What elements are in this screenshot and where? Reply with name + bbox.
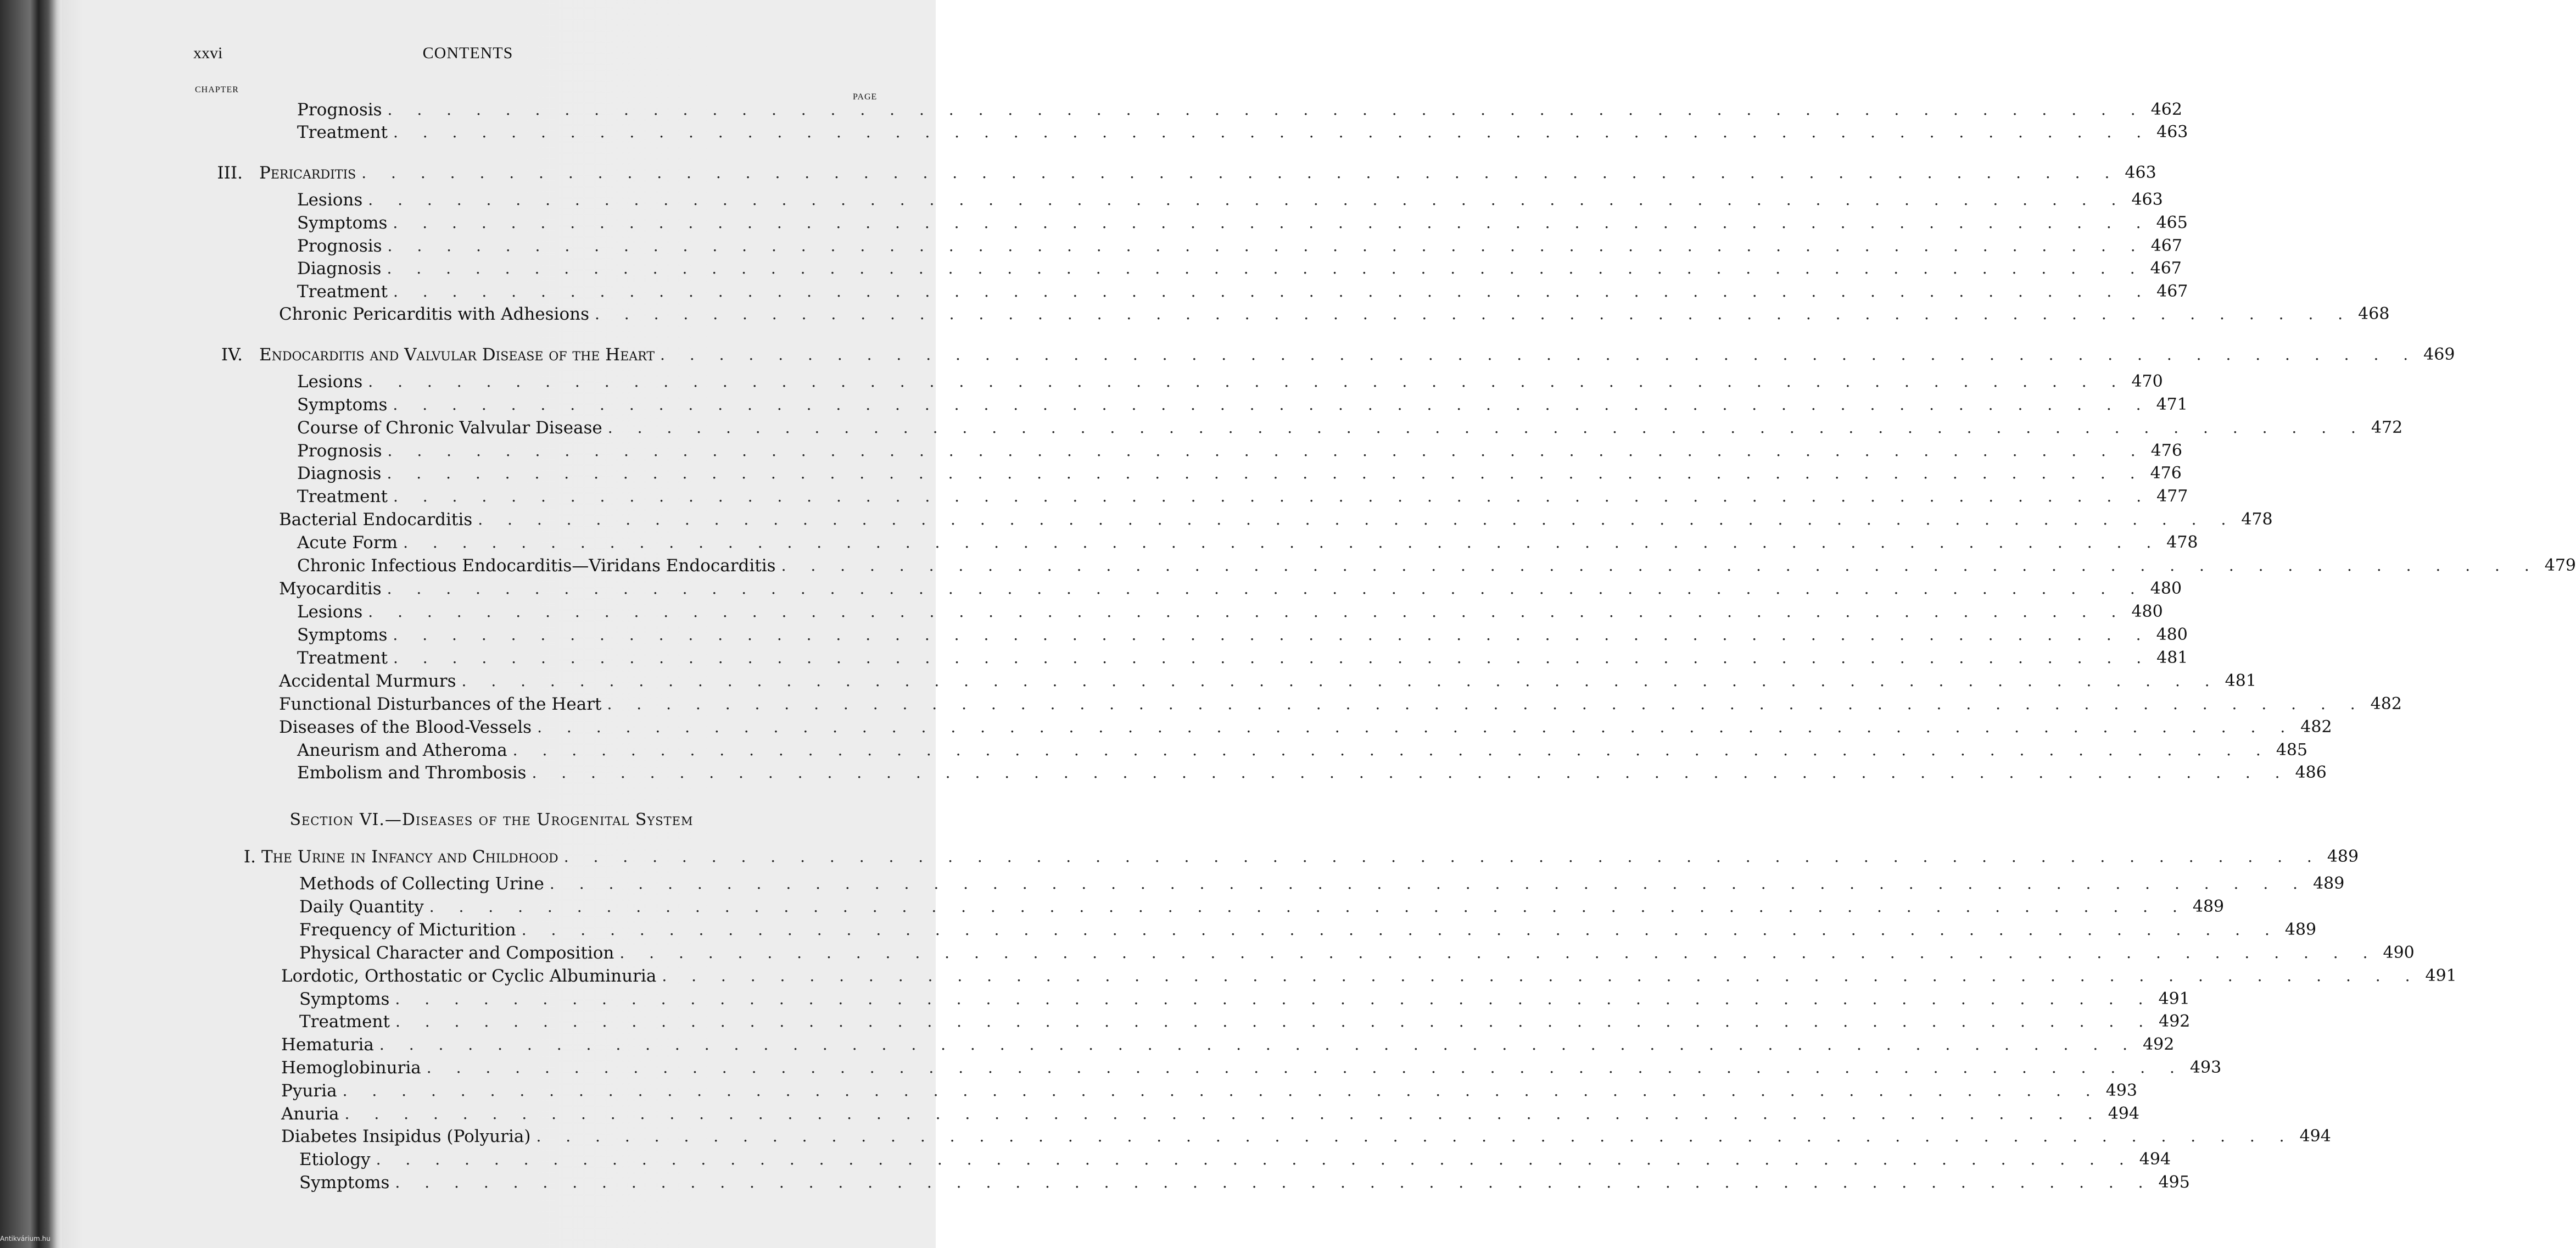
page-reference: 471 bbox=[2156, 395, 2188, 414]
page-reference: 481 bbox=[2225, 671, 2256, 690]
toc-entry bbox=[299, 896, 2225, 917]
entry-title: Diagnosis bbox=[297, 259, 382, 278]
page-reference: 490 bbox=[2383, 943, 2415, 962]
dot-leader: . . . . . . . . . . . . . . . . . . . . . . . . . . . . . . . . . . . . . . . . . . . . . . . . . . . . . . . . . . . . bbox=[395, 990, 2153, 1008]
page-reference: 482 bbox=[2370, 694, 2402, 714]
entry-title: Acute Form bbox=[297, 533, 398, 553]
dot-leader: . . . . . . . . . . . . . . . . . . . . . . . . . . . . . . . . . . . . . . . . . . . . . . . . . . . . . . . . . . . . bbox=[387, 237, 2145, 255]
toc-entry bbox=[281, 1080, 2137, 1101]
toc-entry bbox=[297, 190, 2163, 210]
entry-title: Symptoms bbox=[297, 625, 388, 645]
toc-entry bbox=[297, 648, 2188, 668]
page-reference: 477 bbox=[2156, 487, 2188, 506]
toc-entry bbox=[297, 625, 2188, 645]
dot-leader: . . . . . . . . . . . . . . . . . . . . . . . . . . . . . . . . . . . . . . . . . . . . . . . . . . . . . . . . . . . . bbox=[393, 649, 2152, 667]
dot-leader: . . . . . . . . . . . . . . . . . . . . . . . . . . . . . . . . . . . . . . . . . . . . . . . . . . . . . . . . . . . . bbox=[368, 191, 2126, 209]
entry-title: Diagnosis bbox=[297, 464, 382, 483]
page-reference: 495 bbox=[2158, 1173, 2190, 1192]
section-heading: Section VI.—Diseases of the Urogenital System bbox=[289, 810, 694, 829]
page-reference: 492 bbox=[2143, 1035, 2175, 1054]
toc-entry bbox=[297, 417, 2403, 438]
toc-entry bbox=[297, 532, 2198, 553]
entry-title: Prognosis bbox=[297, 236, 382, 256]
page-reference: 493 bbox=[2105, 1081, 2137, 1100]
page-reference: 478 bbox=[2166, 533, 2198, 552]
entry-title: Hematuria bbox=[281, 1035, 374, 1055]
entry-title: Lesions bbox=[297, 372, 363, 392]
toc-entry bbox=[243, 846, 2359, 867]
toc-entry bbox=[297, 281, 2188, 302]
dot-leader: . . . . . . . . . . . . . . . . . . . . . . . . . . . . . . . . . . . . . . . . . . . . . . . . . . . . . . . . . . . . bbox=[387, 464, 2145, 482]
toc-entry bbox=[297, 555, 2576, 576]
toc-entry bbox=[279, 694, 2402, 715]
dot-leader: . . . . . . . . . . . . . . . . . . . . . . . . . . . . . . . . . . . . . . . . . . . . . . . . . . . . . . . . . . . . bbox=[344, 1105, 2103, 1123]
page-reference: 482 bbox=[2300, 717, 2332, 737]
toc-entry bbox=[297, 122, 2188, 143]
toc-entry bbox=[281, 966, 2457, 987]
dot-leader: . . . . . . . . . . . . . . . . . . . . . . . . . . . . . . . . . . . . . . . . . . . . . . . . . . . . . . . . . . . . bbox=[660, 346, 2418, 364]
page-reference: 494 bbox=[2108, 1104, 2139, 1123]
dot-leader: . . . . . . . . . . . . . . . . . . . . . . . . . . . . . . . . . . . . . . . . . . . . . . . . . . . . . . . . . . . . bbox=[393, 487, 2152, 505]
toc-entry bbox=[297, 394, 2188, 415]
page-reference: 489 bbox=[2313, 874, 2345, 893]
page-title: CONTENTS bbox=[422, 44, 513, 62]
toc-entry bbox=[297, 441, 2182, 461]
page-reference: 491 bbox=[2425, 966, 2457, 985]
toc-entry bbox=[297, 762, 2327, 783]
chapter-title: Endocarditis and Valvular Disease of the Heart bbox=[259, 345, 655, 365]
entry-title: Treatment bbox=[299, 1012, 390, 1032]
toc-entry bbox=[297, 258, 2182, 279]
dot-leader: . . . . . . . . . . . . . . . . . . . . . . . . . . . . . . . . . . . . . . . . . . . . . . . . . . . . . . . . . . . . bbox=[387, 259, 2145, 277]
page-reference: 476 bbox=[2150, 464, 2182, 483]
dot-leader: . . . . . . . . . . . . . . . . . . . . . . . . . . . . . . . . . . . . . . . . . . . . . . . . . . . . . . . . . . . . bbox=[619, 944, 2378, 962]
toc-entry bbox=[281, 1104, 2139, 1124]
page-reference: 463 bbox=[2156, 122, 2188, 142]
entry-title: Embolism and Thrombosis bbox=[297, 763, 527, 783]
toc-entry bbox=[217, 163, 2156, 183]
entry-title: Lesions bbox=[297, 190, 363, 210]
entry-title: Symptoms bbox=[299, 1173, 390, 1193]
page-reference: 467 bbox=[2156, 282, 2188, 301]
entry-title: Symptoms bbox=[299, 989, 390, 1009]
page-reference: 465 bbox=[2156, 213, 2188, 232]
toc-entry bbox=[297, 99, 2182, 120]
toc-entry bbox=[279, 578, 2182, 599]
chapter-title: The Urine in Infancy and Childhood bbox=[261, 847, 558, 867]
entry-title: Course of Chronic Valvular Disease bbox=[297, 418, 602, 438]
toc-entry bbox=[299, 1172, 2190, 1193]
dot-leader: . . . . . . . . . . . . . . . . . . . . . . . . . . . . . . . . . . . . . . . . . . . . . . . . . . . . . . . . . . . . bbox=[393, 214, 2151, 232]
toc-entry bbox=[281, 1126, 2331, 1147]
page-reference: 489 bbox=[2327, 847, 2359, 866]
page-reference: 468 bbox=[2358, 304, 2390, 324]
dot-leader: . . . . . . . . . . . . . . . . . . . . . . . . . . . . . . . . . . . . . . . . . . . . . . . . . . . . . . . . . . . . bbox=[563, 848, 2322, 866]
dot-leader: . . . . . . . . . . . . . . . . . . . . . . . . . . . . . . . . . . . . . . . . . . . . . . . . . . . . . . . . . . . . bbox=[429, 898, 2187, 916]
entry-title: Treatment bbox=[297, 648, 388, 668]
dot-leader: . . . . . . . . . . . . . . . . . . . . . . . . . . . . . . . . . . . . . . . . . . . . . . . . . . . . . . . . . . . . bbox=[512, 741, 2271, 759]
entry-title: Physical Character and Composition bbox=[299, 943, 614, 963]
entry-title: Frequency of Micturition bbox=[299, 920, 516, 940]
page-reference: 472 bbox=[2371, 418, 2403, 437]
page-number: xxvi bbox=[193, 44, 223, 62]
dot-leader: . . . . . . . . . . . . . . . . . . . . . . . . . . . . . . . . . . . . . . . . . . . . . . . . . . . . . . . . . . . . bbox=[342, 1082, 2100, 1100]
entry-title: Hemoglobinuria bbox=[281, 1058, 421, 1078]
chapter-column-label: CHAPTER bbox=[195, 85, 239, 94]
entry-title: Diseases of the Blood-Vessels bbox=[279, 717, 532, 737]
toc-entry bbox=[279, 717, 2332, 738]
toc-entry bbox=[299, 920, 2317, 940]
page-reference: 489 bbox=[2284, 920, 2317, 939]
dot-leader: . . . . . . . . . . . . . . . . . . . . . . . . . . . . . . . . . . . . . . . . . . . . . . . . . . . . . . . . . . . . bbox=[549, 874, 2308, 893]
entry-title: Anuria bbox=[281, 1104, 339, 1124]
page-reference: 493 bbox=[2189, 1058, 2222, 1077]
dot-leader: . . . . . . . . . . . . . . . . . . . . . . . . . . . . . . . . . . . . . . . . . . . . . . . . . . . . . . . . . . . . bbox=[478, 510, 2236, 528]
entry-title: Accidental Murmurs bbox=[279, 671, 456, 691]
entry-title: Chronic Pericarditis with Adhesions bbox=[279, 304, 589, 324]
toc-entry bbox=[299, 943, 2415, 963]
page-reference: 479 bbox=[2544, 556, 2576, 575]
toc-entry bbox=[299, 1011, 2191, 1032]
page-reference: 463 bbox=[2131, 190, 2163, 209]
dot-leader: . . . . . . . . . . . . . . . . . . . . . . . . . . . . . . . . . . . . . . . . . . . . . . . . . . . . . . . . . . . . bbox=[781, 556, 2539, 575]
dot-leader: . . . . . . . . . . . . . . . . . . . . . . . . . . . . . . . . . . . . . . . . . . . . . . . . . . . . . . . . . . . . bbox=[376, 1150, 2134, 1168]
chapter-title: Pericarditis bbox=[259, 163, 356, 183]
toc-entry bbox=[279, 671, 2256, 692]
toc-entry bbox=[221, 344, 2455, 365]
entry-title: Diabetes Insipidus (Polyuria) bbox=[281, 1127, 531, 1146]
page-reference: 480 bbox=[2131, 602, 2163, 621]
toc-entry bbox=[297, 213, 2188, 233]
dot-leader: . . . . . . . . . . . . . . . . . . . . . . . . . . . . . . . . . . . . . . . . . . . . . . . . . . . . . . . . . . . . bbox=[395, 1173, 2153, 1191]
page-reference: 485 bbox=[2276, 740, 2308, 760]
toc-entry bbox=[297, 371, 2163, 392]
page-reference: 480 bbox=[2156, 625, 2188, 644]
dot-leader: . . . . . . . . . . . . . . . . . . . . . . . . . . . . . . . . . . . . . . . . . . . . . . . . . . . . . . . . . . . . bbox=[536, 1127, 2294, 1145]
toc-entry bbox=[279, 509, 2273, 530]
entry-title: Lesions bbox=[297, 602, 363, 622]
entry-title: Treatment bbox=[297, 122, 388, 142]
entry-title: Myocarditis bbox=[279, 579, 382, 599]
dot-leader: . . . . . . . . . . . . . . . . . . . . . . . . . . . . . . . . . . . . . . . . . . . . . . . . . . . . . . . . . . . . bbox=[403, 533, 2161, 551]
dot-leader: . . . . . . . . . . . . . . . . . . . . . . . . . . . . . . . . . . . . . . . . . . . . . . . . . . . . . . . . . . . . bbox=[521, 921, 2279, 939]
entry-title: Daily Quantity bbox=[299, 897, 424, 917]
chapter-number: I. bbox=[243, 847, 256, 867]
entry-title: Functional Disturbances of the Heart bbox=[279, 694, 602, 714]
page-reference: 469 bbox=[2423, 345, 2455, 364]
dot-leader: . . . . . . . . . . . . . . . . . . . . . . . . . . . . . . . . . . . . . . . . . . . . . . . . . . . . . . . . . . . . bbox=[607, 695, 2365, 713]
entry-title: Chronic Infectious Endocarditis—Viridans Endocarditis bbox=[297, 556, 776, 576]
dot-leader: . . . . . . . . . . . . . . . . . . . . . . . . . . . . . . . . . . . . . . . . . . . . . . . . . . . . . . . . . . . . bbox=[461, 672, 2220, 690]
entry-title: Methods of Collecting Urine bbox=[299, 874, 544, 894]
dot-leader: . . . . . . . . . . . . . . . . . . . . . . . . . . . . . . . . . . . . . . . . . . . . . . . . . . . . . . . . . . . . bbox=[537, 718, 2295, 736]
entry-title: Aneurism and Atheroma bbox=[297, 740, 507, 760]
entry-title: Prognosis bbox=[297, 100, 382, 120]
entry-title: Pyuria bbox=[281, 1081, 337, 1101]
page-reference: 476 bbox=[2150, 441, 2182, 460]
dot-leader: . . . . . . . . . . . . . . . . . . . . . . . . . . . . . . . . . . . . . . . . . . . . . . . . . . . . . . . . . . . . bbox=[387, 442, 2145, 460]
dot-leader: . . . . . . . . . . . . . . . . . . . . . . . . . . . . . . . . . . . . . . . . . . . . . . . . . . . . . . . . . . . . bbox=[387, 580, 2145, 598]
toc-entry bbox=[279, 304, 2390, 325]
dot-leader: . . . . . . . . . . . . . . . . . . . . . . . . . . . . . . . . . . . . . . . . . . . . . . . . . . . . . . . . . . . . bbox=[368, 372, 2126, 391]
entry-title: Lordotic, Orthostatic or Cyclic Albuminuria bbox=[281, 966, 657, 986]
page-reference: 491 bbox=[2158, 989, 2190, 1009]
page-reference: 462 bbox=[2150, 100, 2182, 119]
dot-leader: . . . . . . . . . . . . . . . . . . . . . . . . . . . . . . . . . . . . . . . . . . . . . . . . . . . . . . . . . . . . bbox=[426, 1058, 2184, 1077]
dot-leader: . . . . . . . . . . . . . . . . . . . . . . . . . . . . . . . . . . . . . . . . . . . . . . . . . . . . . . . . . . . . bbox=[368, 603, 2126, 621]
page-reference: 478 bbox=[2241, 510, 2273, 529]
toc-entry bbox=[299, 989, 2190, 1010]
dot-leader: . . . . . . . . . . . . . . . . . . . . . . . . . . . . . . . . . . . . . . . . . . . . . . . . . . . . . . . . . . . . bbox=[387, 101, 2145, 119]
chapter-number: III. bbox=[217, 163, 243, 183]
dot-leader: . . . . . . . . . . . . . . . . . . . . . . . . . . . . . . . . . . . . . . . . . . . . . . . . . . . . . . . . . . . . bbox=[361, 164, 2120, 182]
toc-entry bbox=[281, 1057, 2222, 1078]
chapter-number: IV. bbox=[221, 345, 243, 365]
dot-leader: . . . . . . . . . . . . . . . . . . . . . . . . . . . . . . . . . . . . . . . . . . . . . . . . . . . . . . . . . . . . bbox=[395, 1012, 2154, 1030]
dot-leader: . . . . . . . . . . . . . . . . . . . . . . . . . . . . . . . . . . . . . . . . . . . . . . . . . . . . . . . . . . . . bbox=[662, 967, 2420, 985]
entry-title: Prognosis bbox=[297, 441, 382, 461]
entry-title: Symptoms bbox=[297, 213, 388, 233]
dot-leader: . . . . . . . . . . . . . . . . . . . . . . . . . . . . . . . . . . . . . . . . . . . . . . . . . . . . . . . . . . . . bbox=[393, 626, 2151, 644]
toc-entry bbox=[297, 601, 2163, 622]
toc-entry bbox=[297, 463, 2182, 484]
dot-leader: . . . . . . . . . . . . . . . . . . . . . . . . . . . . . . . . . . . . . . . . . . . . . . . . . . . . . . . . . . . . bbox=[393, 123, 2152, 141]
toc-entry bbox=[299, 873, 2345, 894]
page-reference: 481 bbox=[2156, 648, 2188, 667]
dot-leader: . . . . . . . . . . . . . . . . . . . . . . . . . . . . . . . . . . . . . . . . . . . . . . . . . . . . . . . . . . . . bbox=[595, 305, 2353, 323]
dot-leader: . . . . . . . . . . . . . . . . . . . . . . . . . . . . . . . . . . . . . . . . . . . . . . . . . . . . . . . . . . . . bbox=[607, 419, 2366, 437]
page-reference: 494 bbox=[2299, 1127, 2331, 1146]
entry-title: Symptoms bbox=[297, 395, 388, 415]
toc-entry bbox=[299, 1149, 2171, 1170]
entry-title: Etiology bbox=[299, 1150, 371, 1169]
watermark: Antikvárium.hu bbox=[0, 1235, 51, 1243]
dot-leader: . . . . . . . . . . . . . . . . . . . . . . . . . . . . . . . . . . . . . . . . . . . . . . . . . . . . . . . . . . . . bbox=[379, 1035, 2138, 1054]
page-reference: 494 bbox=[2139, 1150, 2171, 1169]
page-reference: 470 bbox=[2131, 372, 2163, 391]
page-reference: 463 bbox=[2125, 163, 2156, 182]
toc-entry bbox=[297, 740, 2308, 761]
page-reference: 489 bbox=[2192, 897, 2225, 916]
entry-title: Treatment bbox=[297, 282, 388, 302]
page-reference: 486 bbox=[2295, 763, 2327, 782]
page-reference: 480 bbox=[2150, 579, 2182, 598]
dot-leader: . . . . . . . . . . . . . . . . . . . . . . . . . . . . . . . . . . . . . . . . . . . . . . . . . . . . . . . . . . . . bbox=[393, 395, 2151, 414]
page-column-label: PAGE bbox=[853, 92, 878, 102]
toc-entry bbox=[281, 1034, 2175, 1055]
dot-leader: . . . . . . . . . . . . . . . . . . . . . . . . . . . . . . . . . . . . . . . . . . . . . . . . . . . . . . . . . . . . bbox=[532, 764, 2290, 782]
page-reference: 467 bbox=[2150, 236, 2182, 255]
page-reference: 467 bbox=[2150, 259, 2182, 278]
page-reference: 492 bbox=[2159, 1012, 2191, 1031]
toc-entry bbox=[297, 236, 2182, 257]
entry-title: Bacterial Endocarditis bbox=[279, 510, 473, 530]
dot-leader: . . . . . . . . . . . . . . . . . . . . . . . . . . . . . . . . . . . . . . . . . . . . . . . . . . . . . . . . . . . . bbox=[393, 282, 2152, 300]
toc-entry bbox=[297, 486, 2188, 507]
entry-title: Treatment bbox=[297, 487, 388, 506]
